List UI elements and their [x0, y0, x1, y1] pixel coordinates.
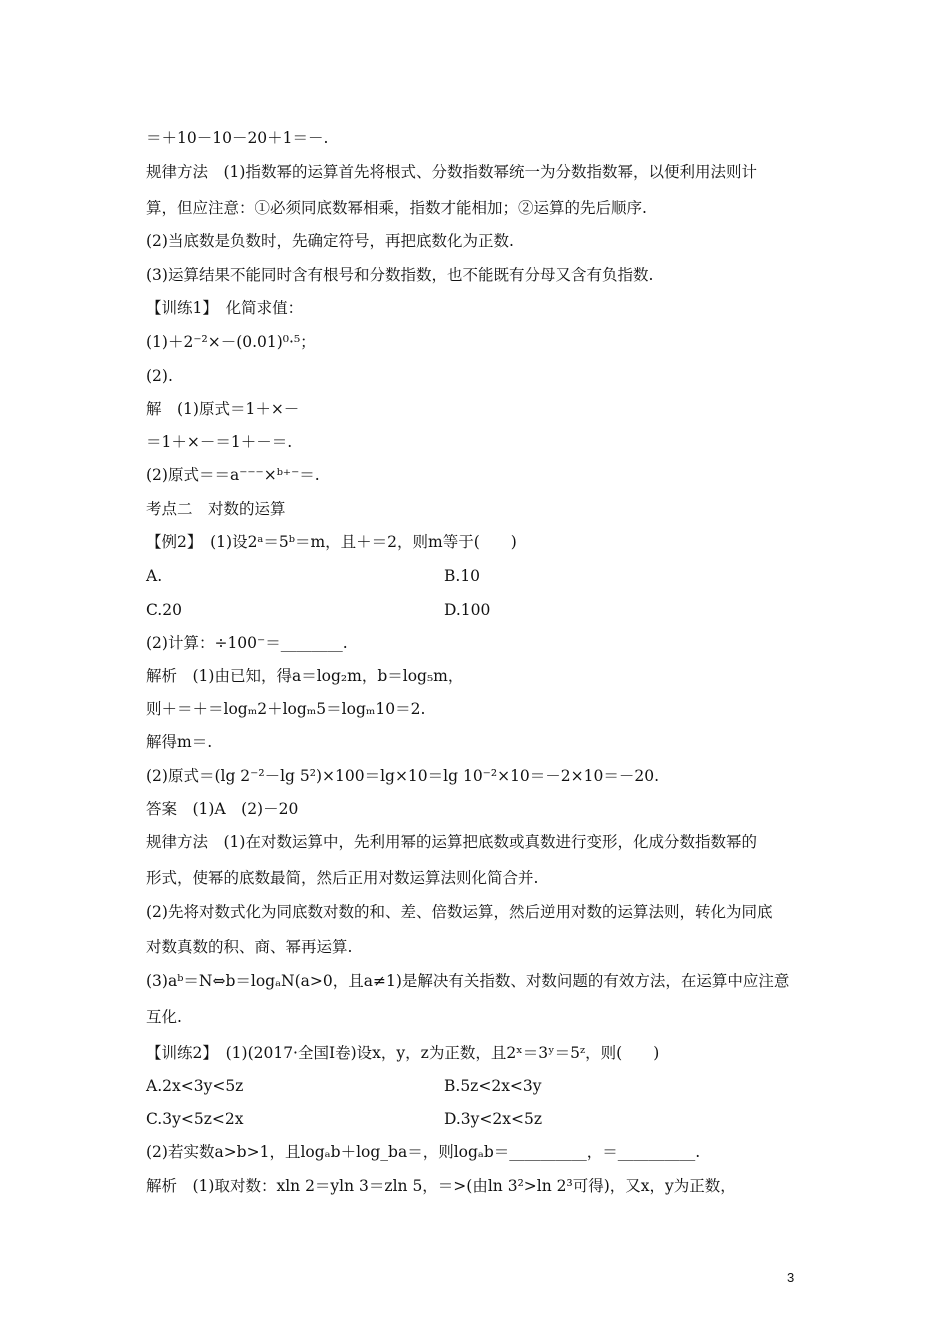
text-line: (3)aᵇ＝N⇔b＝logₐN(a>0，且a≠1)是解决有关指数、对数问题的有效方法，在运算中应注意	[146, 972, 790, 990]
text-line: (2).	[146, 367, 173, 385]
text-line: 形式，使幂的底数最简，然后正用对数运算法则化简合并.	[146, 869, 539, 887]
page-number: 3	[787, 1270, 795, 1285]
text-line: 对数真数的积、商、幂再运算.	[146, 938, 353, 956]
text-line: 算，但应注意：①必须同底数幂相乘，指数才能相加；②运算的先后顺序.	[146, 199, 647, 217]
option-d: D.100	[444, 601, 491, 619]
text-line: 【训练1】 化简求值：	[146, 299, 304, 317]
option-d: D.3y<2x<5z	[444, 1110, 543, 1128]
section-heading: 考点二 对数的运算	[146, 500, 286, 518]
option-a: A.2x<3y<5z	[146, 1077, 244, 1095]
text-line: ＝＋10－10－20＋1＝－.	[146, 129, 329, 147]
text-line: (2)当底数是负数时，先确定符号，再把底数化为正数.	[146, 232, 514, 250]
text-line: (2)原式＝(lg 2⁻²－lg 5²)×100＝lg×10＝lg 10⁻²×10＝－2×10＝－20.	[146, 767, 660, 785]
text-line: 【例2】 (1)设2ᵃ＝5ᵇ＝m，且＋＝2，则m等于( )	[146, 533, 517, 551]
text-line: 互化.	[146, 1008, 182, 1026]
text-line: 则＋＝＋＝logₘ2＋logₘ5＝logₘ10＝2.	[146, 700, 426, 718]
text-line: (2)若实数a>b>1，且logₐb＋log_ba＝，则logₐb＝__________，＝__________.	[146, 1143, 701, 1161]
text-line: (2)先将对数式化为同底数对数的和、差、倍数运算，然后逆用对数的运算法则，转化为同底	[146, 903, 773, 921]
text-line: ＝1＋×－＝1＋－＝.	[146, 433, 293, 451]
text-line: (3)运算结果不能同时含有根号和分数指数，也不能既有分母又含有负指数.	[146, 266, 654, 284]
text-line: 规律方法 (1)在对数运算中，先利用幂的运算把底数或真数进行变形，化成分数指数幂的	[146, 833, 757, 851]
option-a: A.	[146, 567, 163, 585]
option-c: C.20	[146, 601, 182, 619]
option-b: B.5z<2x<3y	[444, 1077, 542, 1095]
option-b: B.10	[444, 567, 481, 585]
text-line: (1)＋2⁻²×－(0.01)⁰·⁵；	[146, 333, 316, 351]
text-line: 【训练2】 (1)(2017·全国Ⅰ卷)设x，y，z为正数，且2ˣ＝3ʸ＝5ᶻ，则( )	[146, 1044, 660, 1062]
text-line: 解析 (1)由已知，得a＝log₂m，b＝log₅m，	[146, 667, 464, 685]
text-line: 规律方法 (1)指数幂的运算首先将根式、分数指数幂统一为分数指数幂，以便利用法则计	[146, 163, 757, 181]
text-line: 解得m＝.	[146, 733, 213, 751]
text-line: (2)原式＝＝a⁻⁻⁻×ᵇ⁺⁻＝.	[146, 466, 320, 484]
text-line: (2)计算：÷100⁻＝________.	[146, 634, 348, 652]
text-line: 答案 (1)A (2)－20	[146, 800, 299, 818]
text-line: 解析 (1)取对数：xln 2＝yln 3＝zln 5，＝>(由ln 3²>ln 2³可得)，又x，y为正数，	[146, 1177, 736, 1195]
option-c: C.3y<5z<2x	[146, 1110, 244, 1128]
text-line: 解 (1)原式＝1＋×－	[146, 400, 300, 418]
